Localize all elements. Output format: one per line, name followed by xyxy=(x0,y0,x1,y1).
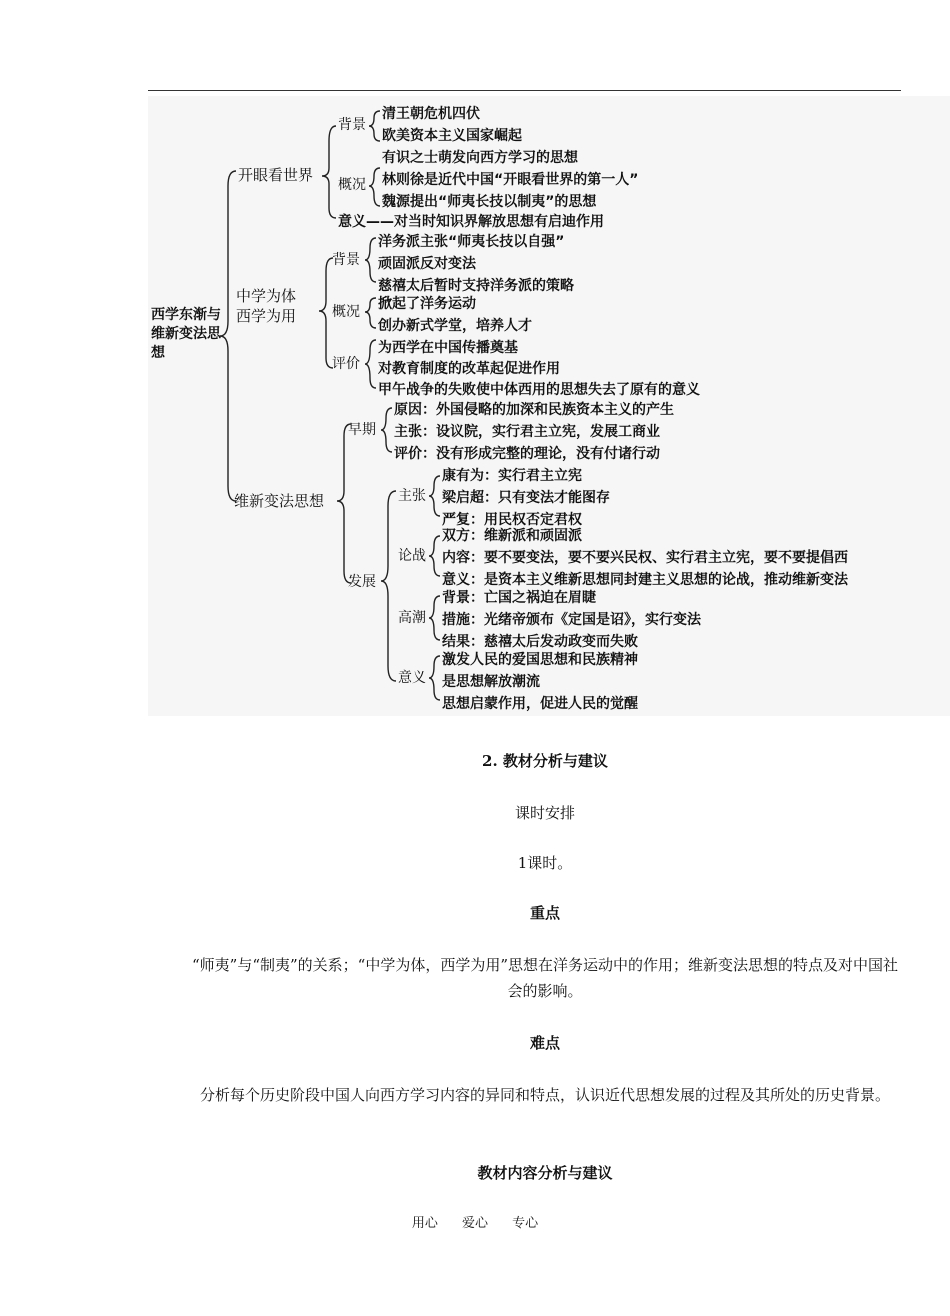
b2-evaluation-label: 评价 xyxy=(332,356,360,372)
b2-bg-item-1: 洋务派主张“师夷长技以自强” xyxy=(378,234,565,250)
b1-bg-item-2: 欧美资本主义国家崛起 xyxy=(382,128,522,144)
b2-pj-item-3: 甲午战争的失败使中体西用的思想失去了原有的意义 xyxy=(378,382,700,398)
b3-significance-label: 意义 xyxy=(398,670,426,686)
b3-lz-item-1: 双方：维新派和顽固派 xyxy=(442,528,582,544)
b3-debate-label: 论战 xyxy=(398,548,426,564)
b3-climax-label: 高潮 xyxy=(398,610,426,626)
b3-zz-item-1: 康有为：实行君主立宪 xyxy=(442,468,582,484)
b1-gk-item-3: 魏源提出“师夷长技以制夷”的思想 xyxy=(382,194,597,210)
b3-proposal-label: 主张 xyxy=(398,488,426,504)
b2-background-label: 背景 xyxy=(332,252,360,268)
b3-early-label: 早期 xyxy=(348,422,376,438)
b2-bg-item-2: 顽固派反对变法 xyxy=(378,256,476,272)
page-footer: 用心 爱心 专心 xyxy=(411,1216,539,1231)
b1-background-label: 背景 xyxy=(338,117,366,133)
b2-pj-item-2: 对教育制度的改革起促进作用 xyxy=(378,361,560,377)
b1-overview-label: 概况 xyxy=(338,177,366,193)
b3-yy-item-1: 激发人民的爱国思想和民族精神 xyxy=(442,652,638,668)
b3-yy-item-3: 思想启蒙作用，促进人民的觉醒 xyxy=(442,696,638,712)
b2-pj-item-1: 为西学在中国传播奠基 xyxy=(378,340,518,356)
b3-yy-item-2: 是思想解放潮流 xyxy=(442,674,540,690)
b3-zz-item-2: 梁启超：只有变法才能图存 xyxy=(442,490,610,506)
b3-gc-item-1: 背景：亡国之祸迫在眉睫 xyxy=(442,590,596,606)
b1-gk-item-1: 有识之士萌发向西方学习的思想 xyxy=(382,150,578,166)
b3-zq-item-1: 原因：外国侵略的加深和民族资本主义的产生 xyxy=(394,402,674,418)
content-analysis-heading: 教材内容分析与建议 xyxy=(477,1164,613,1182)
branch-zhongti-xiyong-1: 中学为体 xyxy=(236,287,297,305)
b3-lz-item-3: 意义：是资本主义维新思想同封建主义思想的论战，推动维新变法 xyxy=(442,572,848,588)
key-points-text: “师夷”与“制夷”的关系；“中学为体，西学为用”思想在洋务运动中的作用；维新变法思想的特点及对中国社会的影响。 xyxy=(191,956,898,1000)
b3-lz-item-2: 内容：要不要变法，要不要兴民权、实行君主立宪，要不要提倡西 xyxy=(442,550,848,566)
b2-gk-item-2: 创办新式学堂，培养人才 xyxy=(378,318,532,334)
b2-gk-item-1: 掀起了洋务运动 xyxy=(378,296,476,312)
header-rule xyxy=(148,90,901,91)
branch-open-eyes: 开眼看世界 xyxy=(238,166,314,184)
schedule-value: 1课时。 xyxy=(517,854,573,872)
key-points-heading: 重点 xyxy=(529,904,560,922)
branch-zhongti-xiyong-2: 西学为用 xyxy=(236,307,297,325)
section-title: 2. 教材分析与建议 xyxy=(482,752,608,770)
b3-zz-item-3: 严复：用民权否定君权 xyxy=(442,512,582,528)
mindmap-root: 西学东渐与维新变法思想 xyxy=(151,307,221,361)
b3-zq-item-3: 评价：没有形成完整的理论，没有付诸行动 xyxy=(394,446,660,462)
b1-bg-item-1: 清王朝危机四伏 xyxy=(382,106,480,122)
b3-zq-item-2: 主张：设议院，实行君主立宪，发展工商业 xyxy=(394,424,660,440)
b1-gk-item-2: 林则徐是近代中国“开眼看世界的第一人” xyxy=(382,172,639,188)
b3-gc-item-3: 结果：慈禧太后发动政变而失败 xyxy=(442,634,638,650)
difficulty-heading: 难点 xyxy=(529,1034,560,1052)
b2-bg-item-3: 慈禧太后暂时支持洋务派的策略 xyxy=(378,278,574,294)
b2-overview-label: 概况 xyxy=(332,304,360,320)
schedule-label: 课时安排 xyxy=(514,804,575,822)
b1-significance: 意义——对当时知识界解放思想有启迪作用 xyxy=(338,214,604,230)
b3-gc-item-2: 措施：光绪帝颁布《定国是诏》，实行变法 xyxy=(442,612,701,628)
b3-development-label: 发展 xyxy=(348,574,376,590)
branch-reform-thought: 维新变法思想 xyxy=(234,492,325,510)
difficulty-text: 分析每个历史阶段中国人向西方学习内容的异同和特点，认识近代思想发展的过程及其所处的历史背景。 xyxy=(199,1086,890,1104)
mindmap-figure xyxy=(148,96,950,716)
